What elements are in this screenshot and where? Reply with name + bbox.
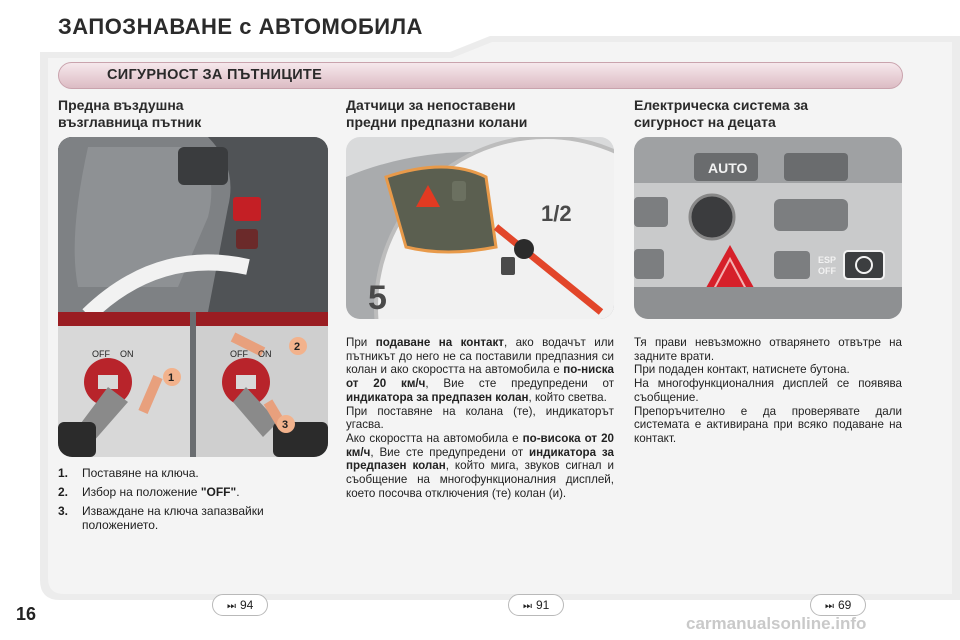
seatbelt-heading-line1: Датчици за непоставени [346, 97, 516, 113]
list-item [58, 485, 328, 499]
step-text-bold: "OFF" [200, 485, 237, 499]
double-arrow-icon: ⏭ [825, 601, 834, 612]
airbag-switch-photo [58, 137, 328, 457]
airbag-heading-line2: възглавница пътник [58, 114, 202, 130]
off-label-right: OFF [230, 349, 248, 359]
page-title: ЗАПОЗНАВАНЕ с АВТОМОБИЛА [58, 14, 423, 39]
child-lock-paragraph-2: При подаден контакт, натиснете бутона. [634, 363, 850, 377]
seatbelt-heading [346, 97, 527, 131]
double-arrow-icon: ⏭ [523, 601, 532, 612]
child-lock-heading [634, 97, 808, 131]
page-number: 16 [16, 604, 37, 624]
ref-number: 91 [536, 598, 550, 612]
esp-button-label: ESP [818, 255, 837, 265]
speed-five-label: 5 [368, 279, 387, 317]
text-part: , Вие сте предупредени от [370, 445, 530, 459]
text-part: , ако водачът или пътникът до него не са поставили предпазния си колан и ако скоростта на автомобила е [346, 336, 614, 377]
text-part: , Вие сте предупредени от [425, 377, 615, 391]
child-lock-paragraph-3: На многофункционалния дисплей се появява съобщение. [634, 377, 902, 404]
text-bold: по-висока от 20 км/ч [346, 431, 615, 459]
step-number: 3. [58, 504, 69, 518]
step-number: 1. [58, 466, 69, 480]
page-ref-69[interactable] [810, 594, 866, 616]
step3-marker: 3 [282, 419, 289, 431]
seatbelt-paragraph-1 [346, 336, 614, 405]
list-item [58, 466, 328, 480]
ref-number: 69 [838, 598, 852, 612]
step-text [82, 485, 240, 499]
text-part: , който светва. [528, 390, 607, 404]
child-lock-paragraph-4: Препоръчително е да проверявате дали системата е активирана при всяко подаване на контакт. [634, 404, 902, 445]
airbag-heading-line1: Предна въздушна [58, 97, 184, 113]
text-bold: индикатора за предпазен колан [346, 390, 529, 404]
on-label-left: ON [120, 349, 134, 359]
step-text-part: Избор на положение [82, 485, 201, 499]
page-ref-91[interactable] [508, 594, 564, 616]
text-part: , който мига, звуков сигнал и съобщение на многофункционалния дисплей, което посочва отключения (те) колан (и). [346, 459, 615, 500]
auto-button-label: AUTO [708, 160, 748, 176]
airbag-heading [58, 97, 201, 131]
child-lock-panel-photo [634, 137, 902, 319]
step-text: Поставяне на ключа. [82, 466, 199, 480]
airbag-warning-lamp [233, 197, 261, 221]
text-bold: подаване на контакт [375, 336, 504, 349]
ref-number: 94 [240, 598, 254, 612]
off-label-left: OFF [92, 349, 110, 359]
step-text: Изваждане на ключа запазвайки положението. [82, 504, 264, 532]
text-bold: по-ниска от 20 км/ч [346, 363, 614, 391]
child-lock-description [634, 336, 902, 446]
seatbelt-gauge-photo [346, 137, 614, 319]
step1-marker: 1 [168, 372, 175, 384]
seatbelt-paragraph-2: При поставяне на колана (те), индикаторът угасва. [346, 404, 614, 432]
child-lock-paragraph-1: Тя прави невъзможно отварянето отвътре на задните врати. [634, 336, 902, 363]
child-lock-button [844, 251, 884, 279]
step-number: 2. [58, 485, 69, 499]
watermark: carmanualsonline.info [686, 614, 867, 633]
fuel-half-label: 1/2 [541, 201, 572, 226]
seatbelt-paragraph-3 [346, 432, 614, 501]
text-bold: индикатора за предпазен колан [346, 445, 614, 473]
on-label-right: ON [258, 349, 272, 359]
fuel-pump-icon [501, 257, 515, 275]
child-lock-heading-line1: Електрическа система за [634, 97, 809, 113]
section-banner-label: СИГУРНОСТ ЗА ПЪТНИЦИТЕ [107, 67, 323, 83]
child-lock-heading-line2: сигурност на децата [634, 114, 776, 130]
text-part: Ако скоростта на автомобила е [346, 431, 523, 445]
section-banner [58, 62, 903, 89]
page-ref-94[interactable] [212, 594, 268, 616]
seatbelt-description [346, 336, 614, 500]
double-arrow-icon: ⏭ [227, 601, 236, 612]
text-part: При [346, 336, 376, 349]
seatbelt-heading-line2: предни предпазни колани [346, 114, 528, 130]
list-item [58, 504, 328, 532]
step2-marker: 2 [294, 341, 301, 353]
airbag-steps-list [58, 466, 328, 537]
step-text-part: . [236, 485, 240, 499]
esp-off-label: OFF [818, 266, 836, 276]
